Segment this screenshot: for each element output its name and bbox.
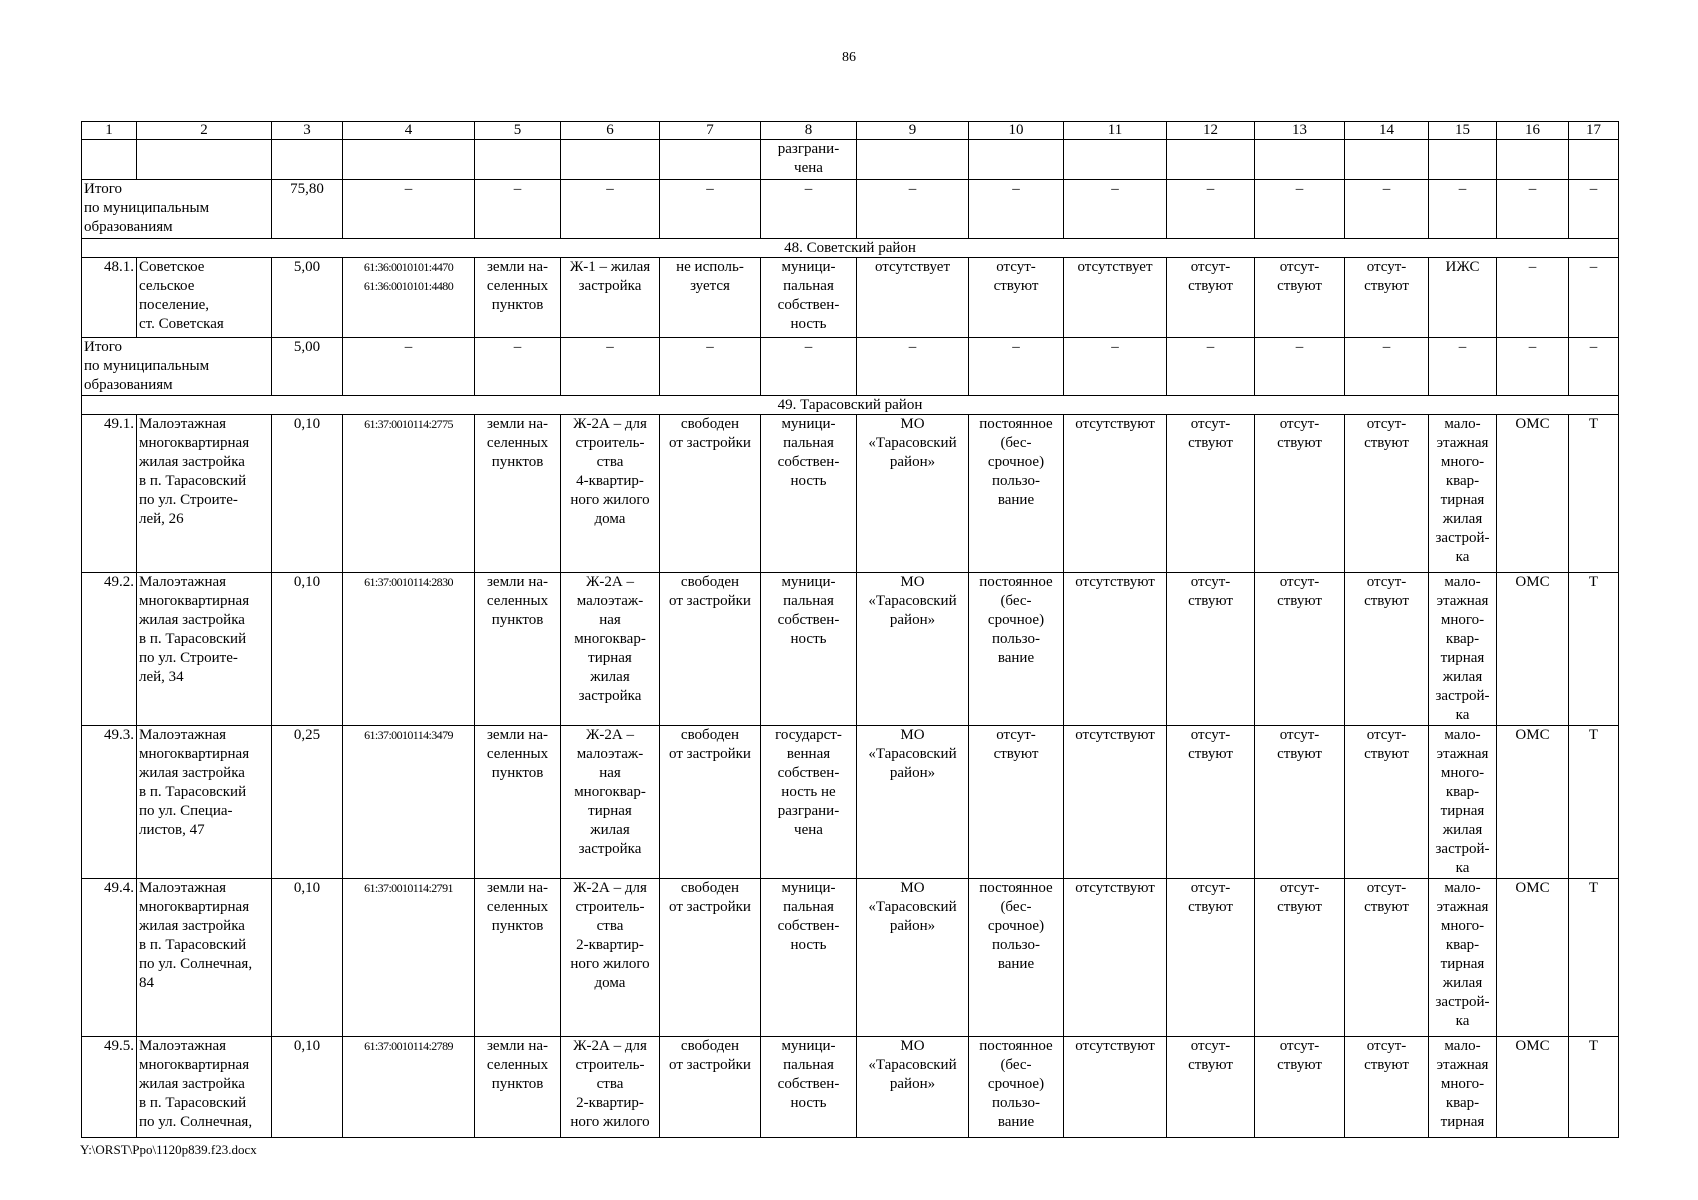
header-cell: 3 bbox=[272, 122, 343, 140]
header-cell: 8 bbox=[761, 122, 857, 140]
usage-cell: свободен от застройки bbox=[660, 415, 761, 573]
ownership-cell: муници- пальная собствен- ность bbox=[761, 573, 857, 726]
usage-cell: свободен от застройки bbox=[660, 573, 761, 726]
ownership-cell: государст- венная собствен- ность не разграни- чена bbox=[761, 726, 857, 879]
table-cell: отсутствует bbox=[1064, 258, 1167, 338]
table-cell: МО «Тарасовский район» bbox=[857, 879, 969, 1037]
table-cell bbox=[475, 140, 561, 180]
dash-cell: – bbox=[1064, 338, 1167, 396]
area-value: 5,00 bbox=[272, 258, 343, 338]
table-cell: отсут- ствуют bbox=[1255, 573, 1345, 726]
table-cell: МО «Тарасовский район» bbox=[857, 573, 969, 726]
totals-area: 75,80 bbox=[272, 180, 343, 239]
area-value: 0,10 bbox=[272, 573, 343, 726]
dash-cell: – bbox=[660, 338, 761, 396]
object-name: Малоэтажная многоквартирная жилая застройка в п. Тарасовский по ул. Строите- лей, 34 bbox=[137, 573, 272, 726]
row-number: 49.5. bbox=[82, 1037, 137, 1138]
table-row bbox=[82, 726, 1619, 879]
area-value: 0,25 bbox=[272, 726, 343, 879]
table-cell bbox=[1345, 140, 1429, 180]
totals-label: Итого по муниципальным образованиям bbox=[82, 180, 272, 239]
ownership-cell: муници- пальная собствен- ность bbox=[761, 415, 857, 573]
table-cell: отсут- ствуют bbox=[1167, 258, 1255, 338]
zone-cell: Ж-2А – для строитель- ства 2-квартир- ного жилого bbox=[561, 1037, 660, 1138]
row-number: 49.1. bbox=[82, 415, 137, 573]
table-cell bbox=[561, 140, 660, 180]
object-name: Советское сельское поселение, ст. Советская bbox=[137, 258, 272, 338]
table-cell: отсут- ствуют bbox=[1255, 726, 1345, 879]
table-cell: ОМС bbox=[1497, 879, 1569, 1037]
header-cell: 1 bbox=[82, 122, 137, 140]
dash-cell: – bbox=[1569, 180, 1619, 239]
dash-cell: – bbox=[1497, 180, 1569, 239]
table-cell: отсут- ствуют bbox=[1255, 258, 1345, 338]
section-row bbox=[82, 396, 1619, 415]
ownership-cell: муници- пальная собствен- ность bbox=[761, 1037, 857, 1138]
dash-cell: – bbox=[1497, 338, 1569, 396]
dash-cell: – bbox=[1345, 180, 1429, 239]
table-cell: отсут- ствуют bbox=[1167, 415, 1255, 573]
table-cell: отсутствуют bbox=[1064, 879, 1167, 1037]
table-cell: отсут- ствуют bbox=[969, 726, 1064, 879]
table-cell: отсут- ствуют bbox=[1345, 573, 1429, 726]
land-category: земли на- селенных пунктов bbox=[475, 573, 561, 726]
header-cell: 10 bbox=[969, 122, 1064, 140]
area-value: 0,10 bbox=[272, 415, 343, 573]
dash-cell: – bbox=[343, 180, 475, 239]
object-name: Малоэтажная многоквартирная жилая застройка в п. Тарасовский по ул. Солнечная, bbox=[137, 1037, 272, 1138]
header-cell: 14 bbox=[1345, 122, 1429, 140]
dash-cell: – bbox=[561, 180, 660, 239]
table-cell: отсут- ствуют bbox=[1255, 1037, 1345, 1138]
header-cell: 12 bbox=[1167, 122, 1255, 140]
totals-area: 5,00 bbox=[272, 338, 343, 396]
table-cell bbox=[1497, 140, 1569, 180]
cadastral-number: 61:37:0010114:2791 bbox=[343, 879, 475, 1037]
row-number: 49.2. bbox=[82, 573, 137, 726]
table-cell: Т bbox=[1569, 415, 1619, 573]
table-cell: отсут- ствуют bbox=[1345, 879, 1429, 1037]
dash-cell: – bbox=[1429, 338, 1497, 396]
table-row bbox=[82, 1037, 1619, 1138]
table-cell: отсут- ствуют bbox=[1345, 1037, 1429, 1138]
table-cell: постоянное (бес- срочное) пользо- вание bbox=[969, 573, 1064, 726]
zone-cell: Ж-2А – малоэтаж- ная многоквар- тирная жилая застройка bbox=[561, 573, 660, 726]
table-cell: отсут- ствуют bbox=[1345, 726, 1429, 879]
row-number: 49.4. bbox=[82, 879, 137, 1037]
header-cell: 2 bbox=[137, 122, 272, 140]
table-cell: ОМС bbox=[1497, 415, 1569, 573]
table-row bbox=[82, 415, 1619, 573]
dash-cell: – bbox=[475, 338, 561, 396]
table-cell: постоянное (бес- срочное) пользо- вание bbox=[969, 415, 1064, 573]
totals-label: Итого по муниципальным образованиям bbox=[82, 338, 272, 396]
dash-cell: – bbox=[1064, 180, 1167, 239]
dash-cell: – bbox=[1569, 338, 1619, 396]
table-cell bbox=[137, 140, 272, 180]
table-cell bbox=[1064, 140, 1167, 180]
table-cell: – bbox=[1497, 258, 1569, 338]
cadastral-number: 61:37:0010114:3479 bbox=[343, 726, 475, 879]
header-cell: 15 bbox=[1429, 122, 1497, 140]
row-number: 49.3. bbox=[82, 726, 137, 879]
object-name: Малоэтажная многоквартирная жилая застройка в п. Тарасовский по ул. Специа- листов, 47 bbox=[137, 726, 272, 879]
table-cell: Т bbox=[1569, 573, 1619, 726]
table-cell: ОМС bbox=[1497, 726, 1569, 879]
table-cell: ОМС bbox=[1497, 1037, 1569, 1138]
row-number: 48.1. bbox=[82, 258, 137, 338]
table-cell bbox=[272, 140, 343, 180]
zone-cell: Ж-2А – для строитель- ства 2-квартир- ного жилого дома bbox=[561, 879, 660, 1037]
header-cell: 13 bbox=[1255, 122, 1345, 140]
cadastral-number: 61:36:0010101:4470 61:36:0010101:4480 bbox=[343, 258, 475, 338]
table-cell: отсут- ствуют bbox=[1167, 726, 1255, 879]
dash-cell: – bbox=[969, 338, 1064, 396]
object-name: Малоэтажная многоквартирная жилая застройка в п. Тарасовский по ул. Солнечная, 84 bbox=[137, 879, 272, 1037]
table-cell: мало- этажная много- квар- тирная жилая застрой- ка bbox=[1429, 573, 1497, 726]
table-cell: разграни- чена bbox=[761, 140, 857, 180]
table-row bbox=[82, 879, 1619, 1037]
land-category: земли на- селенных пунктов bbox=[475, 879, 561, 1037]
usage-cell: свободен от застройки bbox=[660, 1037, 761, 1138]
table-cell: мало- этажная много- квар- тирная жилая застрой- ка bbox=[1429, 879, 1497, 1037]
table-cell: ИЖС bbox=[1429, 258, 1497, 338]
table-cell: отсутствует bbox=[857, 258, 969, 338]
table-cell: Т bbox=[1569, 726, 1619, 879]
zone-cell: Ж-1 – жилая застройка bbox=[561, 258, 660, 338]
dash-cell: – bbox=[561, 338, 660, 396]
cadastral-number: 61:37:0010114:2775 bbox=[343, 415, 475, 573]
header-cell: 6 bbox=[561, 122, 660, 140]
dash-cell: – bbox=[660, 180, 761, 239]
land-plots-table bbox=[81, 121, 1619, 1138]
land-category: земли на- селенных пунктов bbox=[475, 415, 561, 573]
totals-row bbox=[82, 180, 1619, 239]
table-cell: мало- этажная много- квар- тирная bbox=[1429, 1037, 1497, 1138]
header-cell: 4 bbox=[343, 122, 475, 140]
section-title: 48. Советский район bbox=[82, 239, 1619, 258]
table-cell bbox=[82, 140, 137, 180]
ownership-cell: муници- пальная собствен- ность bbox=[761, 258, 857, 338]
table-cell: МО «Тарасовский район» bbox=[857, 726, 969, 879]
table-row bbox=[82, 258, 1619, 338]
dash-cell: – bbox=[1255, 338, 1345, 396]
header-cell: 11 bbox=[1064, 122, 1167, 140]
table-cell: отсут- ствуют bbox=[1345, 258, 1429, 338]
dash-cell: – bbox=[857, 338, 969, 396]
column-number-row bbox=[82, 122, 1619, 140]
table-cell: постоянное (бес- срочное) пользо- вание bbox=[969, 1037, 1064, 1138]
header-cell: 5 bbox=[475, 122, 561, 140]
table-cell: МО «Тарасовский район» bbox=[857, 1037, 969, 1138]
zone-cell: Ж-2А – малоэтаж- ная многоквар- тирная жилая застройка bbox=[561, 726, 660, 879]
table-cell bbox=[343, 140, 475, 180]
header-cell: 7 bbox=[660, 122, 761, 140]
table-cell: ОМС bbox=[1497, 573, 1569, 726]
dash-cell: – bbox=[1429, 180, 1497, 239]
table-cell: отсутствуют bbox=[1064, 1037, 1167, 1138]
dash-cell: – bbox=[857, 180, 969, 239]
table-cell: отсут- ствуют bbox=[1167, 879, 1255, 1037]
table-cell: Т bbox=[1569, 1037, 1619, 1138]
table-cell bbox=[1429, 140, 1497, 180]
dash-cell: – bbox=[761, 338, 857, 396]
table-cell: постоянное (бес- срочное) пользо- вание bbox=[969, 879, 1064, 1037]
continuation-row bbox=[82, 140, 1619, 180]
table-row bbox=[82, 573, 1619, 726]
table-cell: отсут- ствуют bbox=[1255, 415, 1345, 573]
table-cell: отсут- ствуют bbox=[1167, 573, 1255, 726]
zone-cell: Ж-2А – для строитель- ства 4-квартир- ного жилого дома bbox=[561, 415, 660, 573]
dash-cell: – bbox=[1255, 180, 1345, 239]
table-cell: отсут- ствуют bbox=[1255, 879, 1345, 1037]
file-path: Y:\ORST\Ppo\1120p839.f23.docx bbox=[80, 1142, 257, 1157]
header-cell: 16 bbox=[1497, 122, 1569, 140]
table-cell bbox=[857, 140, 969, 180]
table-cell: отсутствуют bbox=[1064, 573, 1167, 726]
table-cell bbox=[1569, 140, 1619, 180]
dash-cell: – bbox=[343, 338, 475, 396]
usage-cell: свободен от застройки bbox=[660, 726, 761, 879]
land-category: земли на- селенных пунктов bbox=[475, 258, 561, 338]
table-cell: отсут- ствуют bbox=[1167, 1037, 1255, 1138]
table-cell: МО «Тарасовский район» bbox=[857, 415, 969, 573]
usage-cell: свободен от застройки bbox=[660, 879, 761, 1037]
area-value: 0,10 bbox=[272, 879, 343, 1037]
page-number: 86 bbox=[842, 50, 856, 65]
object-name: Малоэтажная многоквартирная жилая застройка в п. Тарасовский по ул. Строите- лей, 26 bbox=[137, 415, 272, 573]
ownership-cell: муници- пальная собствен- ность bbox=[761, 879, 857, 1037]
cadastral-number: 61:37:0010114:2789 bbox=[343, 1037, 475, 1138]
land-category: земли на- селенных пунктов bbox=[475, 726, 561, 879]
table-cell: мало- этажная много- квар- тирная жилая застрой- ка bbox=[1429, 726, 1497, 879]
header-cell: 17 bbox=[1569, 122, 1619, 140]
dash-cell: – bbox=[761, 180, 857, 239]
table-cell bbox=[1255, 140, 1345, 180]
dash-cell: – bbox=[1167, 180, 1255, 239]
table-cell bbox=[660, 140, 761, 180]
land-category: земли на- селенных пунктов bbox=[475, 1037, 561, 1138]
table-cell: отсут- ствуют bbox=[969, 258, 1064, 338]
table-cell bbox=[1167, 140, 1255, 180]
table-cell: Т bbox=[1569, 879, 1619, 1037]
section-row bbox=[82, 239, 1619, 258]
table-cell: мало- этажная много- квар- тирная жилая застрой- ка bbox=[1429, 415, 1497, 573]
totals-row bbox=[82, 338, 1619, 396]
table-cell: отсутствуют bbox=[1064, 726, 1167, 879]
cadastral-number: 61:37:0010114:2830 bbox=[343, 573, 475, 726]
area-value: 0,10 bbox=[272, 1037, 343, 1138]
dash-cell: – bbox=[969, 180, 1064, 239]
table-cell: отсутствуют bbox=[1064, 415, 1167, 573]
dash-cell: – bbox=[1345, 338, 1429, 396]
table-cell bbox=[969, 140, 1064, 180]
section-title: 49. Тарасовский район bbox=[82, 396, 1619, 415]
table-cell: отсут- ствуют bbox=[1345, 415, 1429, 573]
header-cell: 9 bbox=[857, 122, 969, 140]
dash-cell: – bbox=[1167, 338, 1255, 396]
dash-cell: – bbox=[475, 180, 561, 239]
usage-cell: не исполь- зуется bbox=[660, 258, 761, 338]
table-cell: – bbox=[1569, 258, 1619, 338]
